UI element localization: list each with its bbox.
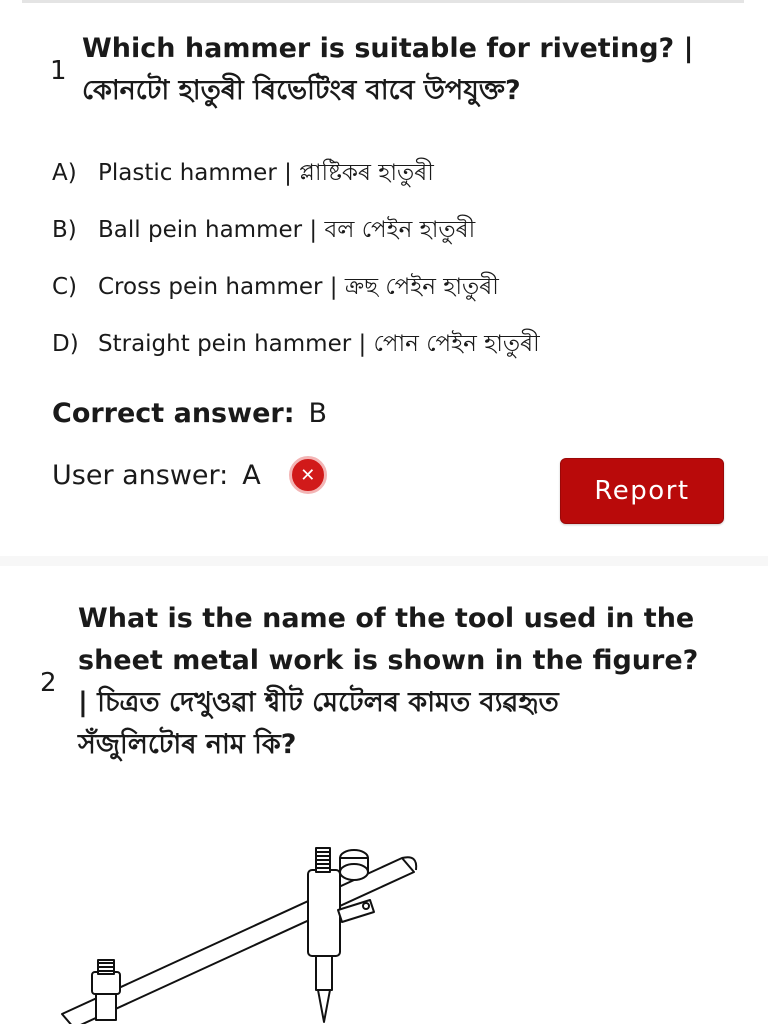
question-text (78, 598, 718, 766)
option-a[interactable] (52, 154, 434, 193)
option-label: Straight pein hammer | পোন পেইন হাতুৰী (98, 331, 540, 357)
question-number: 1 (50, 56, 67, 86)
correct-answer-value: B (308, 398, 328, 429)
option-d[interactable] (52, 325, 540, 364)
correct-answer-row (52, 398, 327, 429)
option-c[interactable] (52, 268, 499, 307)
option-b[interactable] (52, 211, 475, 250)
option-label: Cross pein hammer | ক্ৰছ পেইন হাতুৰী (98, 274, 499, 300)
question-text-line: sheet metal work is shown in the figure? (78, 645, 699, 676)
option-letter: B) (52, 217, 77, 243)
question-text-english: Which hammer is suitable for riveting? | (82, 33, 694, 64)
option-letter: D) (52, 331, 79, 357)
question-text-line: What is the name of the tool used in the (78, 603, 695, 634)
question-number: 2 (40, 668, 57, 698)
wrong-answer-icon: ✕ (289, 456, 327, 494)
question-text-line: | চিত্ৰত দেখুওৱা শ্বীট মেটেলৰ কামত ব্যৱহৃত (78, 687, 559, 718)
user-answer-row (52, 456, 327, 494)
question-text-line: সঁজুলিটোৰ নাম কি? (78, 729, 297, 760)
trammel-tool-icon (40, 800, 460, 1024)
option-letter: C) (52, 274, 78, 300)
user-answer-label: User answer: (52, 459, 229, 491)
option-label: Plastic hammer | প্লাষ্টিকৰ হাতুৰী (98, 160, 434, 186)
option-label: Ball pein hammer | বল পেইন হাতুৰী (98, 217, 476, 243)
question-text-assamese: কোনটো হাতুৰী ৰিভেটিংৰ বাবে উপযুক্ত? (82, 75, 521, 106)
card-separator (0, 556, 768, 566)
correct-answer-label: Correct answer: (52, 398, 295, 429)
option-letter: A) (52, 160, 77, 186)
user-answer-value: A (242, 459, 261, 491)
question-text (82, 28, 722, 112)
report-button[interactable]: Report (560, 458, 724, 524)
